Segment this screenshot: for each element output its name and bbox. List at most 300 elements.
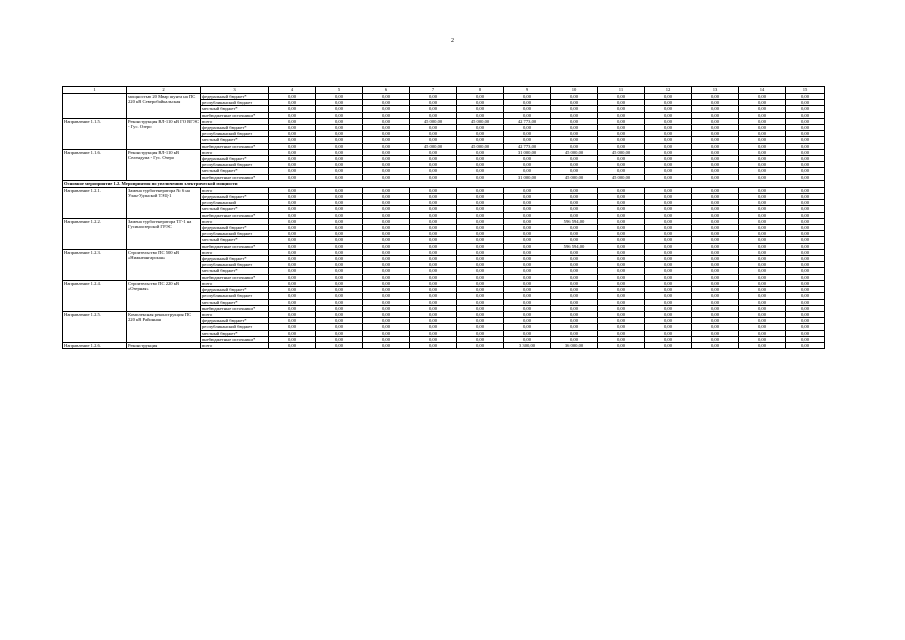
funding-source: всего: [201, 149, 269, 155]
amount-cell: 0,00: [316, 149, 363, 155]
amount-cell: 45 000,00: [457, 118, 504, 124]
amount-cell: 0,00: [786, 131, 825, 137]
amount-cell: 0,00: [457, 305, 504, 311]
funding-source: всего: [201, 342, 269, 348]
amount-cell: 0,00: [316, 299, 363, 305]
amount-cell: 0,00: [786, 218, 825, 224]
amount-cell: 0,00: [551, 200, 598, 206]
amount-cell: 0,00: [598, 200, 645, 206]
funding-source: всего: [201, 218, 269, 224]
amount-cell: 0,00: [269, 262, 316, 268]
amount-cell: 0,00: [739, 94, 786, 100]
amount-cell: 0,00: [786, 149, 825, 155]
funding-source: местный бюджет*: [201, 137, 269, 143]
direction-number: Направление 1.2.6.: [63, 342, 127, 348]
amount-cell: 0,00: [739, 262, 786, 268]
section-row: [63, 180, 825, 187]
amount-cell: 0,00: [269, 162, 316, 168]
amount-cell: 0,00: [269, 106, 316, 112]
amount-cell: 0,00: [551, 143, 598, 149]
amount-cell: 0,00: [316, 336, 363, 342]
amount-cell: 0,00: [504, 194, 551, 200]
amount-cell: 0,00: [457, 218, 504, 224]
funding-source: внебюджетные источники*: [201, 274, 269, 280]
amount-cell: 0,00: [316, 131, 363, 137]
amount-cell: 0,00: [551, 256, 598, 262]
amount-cell: 0,00: [269, 243, 316, 249]
amount-cell: 0,00: [739, 156, 786, 162]
amount-cell: 0,00: [363, 299, 410, 305]
amount-cell: 0,00: [786, 231, 825, 237]
funding-source: местный бюджет*: [201, 206, 269, 212]
amount-cell: 0,00: [363, 125, 410, 131]
amount-cell: 0,00: [410, 206, 457, 212]
amount-cell: 0,00: [316, 187, 363, 193]
amount-cell: 0,00: [269, 200, 316, 206]
amount-cell: 0,00: [598, 243, 645, 249]
amount-cell: 0,00: [692, 274, 739, 280]
amount-cell: 0,00: [504, 125, 551, 131]
amount-cell: 0,00: [316, 100, 363, 106]
amount-cell: 0,00: [692, 280, 739, 286]
direction-description: Реконструкция ВЛ-110 кВ Селендума - Гус. Озеро: [127, 149, 201, 180]
amount-cell: 0,00: [457, 100, 504, 106]
amount-cell: 0,00: [645, 256, 692, 262]
amount-cell: 0,00: [316, 156, 363, 162]
amount-cell: 0,00: [739, 162, 786, 168]
amount-cell: 0,00: [316, 143, 363, 149]
amount-cell: 0,00: [786, 330, 825, 336]
amount-cell: 0,00: [645, 305, 692, 311]
amount-cell: 0,00: [692, 206, 739, 212]
amount-cell: 0,00: [457, 256, 504, 262]
amount-cell: 0,00: [410, 112, 457, 118]
amount-cell: 0,00: [598, 268, 645, 274]
funding-source: внебюджетные источники*: [201, 174, 269, 180]
amount-cell: 0,00: [457, 206, 504, 212]
amount-cell: 0,00: [739, 256, 786, 262]
amount-cell: 0,00: [551, 194, 598, 200]
amount-cell: 0,00: [269, 311, 316, 317]
amount-cell: 0,00: [410, 218, 457, 224]
amount-cell: 0,00: [504, 243, 551, 249]
amount-cell: 0,00: [504, 324, 551, 330]
amount-cell: 0,00: [410, 100, 457, 106]
amount-cell: 0,00: [504, 131, 551, 137]
amount-cell: 0,00: [786, 187, 825, 193]
amount-cell: 0,00: [504, 231, 551, 237]
amount-cell: 0,00: [504, 318, 551, 324]
amount-cell: 0,00: [551, 156, 598, 162]
amount-cell: 0,00: [363, 94, 410, 100]
amount-cell: 0,00: [786, 299, 825, 305]
amount-cell: 0,00: [786, 342, 825, 348]
amount-cell: 0,00: [786, 280, 825, 286]
amount-cell: 0,00: [598, 274, 645, 280]
amount-cell: 0,00: [598, 118, 645, 124]
amount-cell: 0,00: [457, 342, 504, 348]
amount-cell: 0,00: [645, 299, 692, 305]
amount-cell: 0,00: [363, 256, 410, 262]
amount-cell: 0,00: [363, 194, 410, 200]
amount-cell: 0,00: [551, 287, 598, 293]
amount-cell: 0,00: [645, 324, 692, 330]
funding-source: федеральный бюджет*: [201, 94, 269, 100]
amount-cell: 0,00: [269, 94, 316, 100]
amount-cell: 0,00: [316, 106, 363, 112]
amount-cell: 0,00: [692, 156, 739, 162]
amount-cell: 0,00: [410, 249, 457, 255]
amount-cell: 0,00: [269, 336, 316, 342]
amount-cell: 0,00: [598, 249, 645, 255]
amount-cell: 0,00: [269, 194, 316, 200]
direction-description: мощностью 20 Мвар шунта на ПС 220 кВ Северобайкальская: [127, 94, 201, 119]
amount-cell: 0,00: [551, 268, 598, 274]
amount-cell: 0,00: [692, 162, 739, 168]
amount-cell: 0,00: [457, 318, 504, 324]
amount-cell: 0,00: [692, 311, 739, 317]
amount-cell: 42 773,00: [504, 118, 551, 124]
amount-cell: 0,00: [645, 168, 692, 174]
column-number-cell: 11: [598, 87, 645, 94]
amount-cell: 0,00: [598, 324, 645, 330]
amount-cell: 0,00: [598, 194, 645, 200]
amount-cell: 0,00: [551, 94, 598, 100]
amount-cell: 0,00: [786, 162, 825, 168]
funding-source: федеральный бюджет*: [201, 125, 269, 131]
amount-cell: 0,00: [504, 225, 551, 231]
amount-cell: 0,00: [363, 112, 410, 118]
funding-source: внебюджетные источники*: [201, 305, 269, 311]
amount-cell: 0,00: [269, 237, 316, 243]
amount-cell: 0,00: [504, 262, 551, 268]
amount-cell: 0,00: [551, 225, 598, 231]
amount-cell: 0,00: [410, 194, 457, 200]
amount-cell: 0,00: [316, 118, 363, 124]
amount-cell: 0,00: [786, 118, 825, 124]
amount-cell: 45 000,00: [551, 174, 598, 180]
amount-cell: 0,00: [457, 336, 504, 342]
amount-cell: 0,00: [645, 162, 692, 168]
amount-cell: 0,00: [457, 137, 504, 143]
amount-cell: 0,00: [316, 262, 363, 268]
amount-cell: 0,00: [316, 274, 363, 280]
amount-cell: 0,00: [504, 218, 551, 224]
amount-cell: 0,00: [269, 231, 316, 237]
funding-source: внебюджетные источники*: [201, 336, 269, 342]
amount-cell: 0,00: [410, 262, 457, 268]
amount-cell: 0,00: [316, 174, 363, 180]
amount-cell: 0,00: [692, 342, 739, 348]
amount-cell: 0,00: [692, 131, 739, 137]
amount-cell: 0,00: [598, 112, 645, 118]
amount-cell: 0,00: [410, 268, 457, 274]
amount-cell: 0,00: [504, 137, 551, 143]
amount-cell: 0,00: [645, 342, 692, 348]
amount-cell: 0,00: [316, 318, 363, 324]
amount-cell: 0,00: [692, 218, 739, 224]
amount-cell: 0,00: [645, 287, 692, 293]
amount-cell: 0,00: [598, 162, 645, 168]
amount-cell: 0,00: [269, 112, 316, 118]
amount-cell: 0,00: [739, 324, 786, 330]
amount-cell: 0,00: [551, 311, 598, 317]
amount-cell: 0,00: [551, 137, 598, 143]
amount-cell: 0,00: [316, 342, 363, 348]
direction-number: Направление 1.2.4.: [63, 280, 127, 311]
amount-cell: 0,00: [316, 305, 363, 311]
funding-source: всего: [201, 187, 269, 193]
amount-cell: 0,00: [363, 143, 410, 149]
column-number-cell: 7: [410, 87, 457, 94]
amount-cell: 0,00: [410, 299, 457, 305]
amount-cell: 0,00: [504, 268, 551, 274]
column-number-cell: 1: [63, 87, 127, 94]
amount-cell: 0,00: [504, 330, 551, 336]
funding-source: местный бюджет*: [201, 268, 269, 274]
amount-cell: 0,00: [786, 318, 825, 324]
amount-cell: 0,00: [363, 330, 410, 336]
amount-cell: 0,00: [786, 200, 825, 206]
amount-cell: 0,00: [316, 212, 363, 218]
amount-cell: 0,00: [645, 268, 692, 274]
amount-cell: 0,00: [504, 187, 551, 193]
amount-cell: 0,00: [316, 225, 363, 231]
amount-cell: 0,00: [598, 106, 645, 112]
amount-cell: 0,00: [786, 143, 825, 149]
amount-cell: 0,00: [786, 125, 825, 131]
amount-cell: 0,00: [410, 330, 457, 336]
amount-cell: 0,00: [692, 137, 739, 143]
amount-cell: 0,00: [645, 262, 692, 268]
amount-cell: 0,00: [739, 225, 786, 231]
funding-source: республиканский бюджет: [201, 100, 269, 106]
amount-cell: 0,00: [504, 274, 551, 280]
amount-cell: 0,00: [269, 318, 316, 324]
amount-cell: 0,00: [269, 299, 316, 305]
amount-cell: 0,00: [269, 118, 316, 124]
amount-cell: 0,00: [692, 237, 739, 243]
amount-cell: 0,00: [363, 274, 410, 280]
amount-cell: 0,00: [410, 225, 457, 231]
funding-source: республиканский бюджет: [201, 231, 269, 237]
amount-cell: 0,00: [692, 187, 739, 193]
amount-cell: 0,00: [551, 168, 598, 174]
column-number-cell: 2: [127, 87, 201, 94]
amount-cell: 0,00: [363, 212, 410, 218]
amount-cell: 0,00: [269, 156, 316, 162]
amount-cell: 0,00: [598, 237, 645, 243]
funding-source: внебюджетные источники*: [201, 143, 269, 149]
direction-number: Направление 1.1.5.: [63, 118, 127, 149]
funding-source: местный бюджет*: [201, 237, 269, 243]
amount-cell: 0,00: [363, 168, 410, 174]
amount-cell: 0,00: [786, 268, 825, 274]
amount-cell: 0,00: [316, 231, 363, 237]
amount-cell: 0,00: [504, 112, 551, 118]
amount-cell: 0,00: [739, 212, 786, 218]
amount-cell: 0,00: [598, 311, 645, 317]
amount-cell: 0,00: [457, 156, 504, 162]
amount-cell: 0,00: [363, 137, 410, 143]
amount-cell: 0,00: [363, 206, 410, 212]
amount-cell: 0,00: [786, 336, 825, 342]
amount-cell: 596 594,00: [551, 243, 598, 249]
amount-cell: 0,00: [645, 330, 692, 336]
amount-cell: 0,00: [598, 256, 645, 262]
amount-cell: 0,00: [598, 137, 645, 143]
amount-cell: 0,00: [645, 118, 692, 124]
amount-cell: 0,00: [269, 212, 316, 218]
direction-description: Замена турбогенератора ТГ-1 на Гусиноозерской ГРЭС: [127, 218, 201, 249]
amount-cell: 0,00: [457, 94, 504, 100]
funding-source: местный бюджет*: [201, 106, 269, 112]
amount-cell: 0,00: [692, 100, 739, 106]
amount-cell: 0,00: [598, 262, 645, 268]
column-number-row: [63, 87, 825, 94]
amount-cell: 0,00: [457, 274, 504, 280]
direction-description: Строительство ПС 220 кВ «Озерная»: [127, 280, 201, 311]
amount-cell: 0,00: [645, 231, 692, 237]
amount-cell: 0,00: [363, 231, 410, 237]
amount-cell: 0,00: [410, 237, 457, 243]
amount-cell: 0,00: [316, 137, 363, 143]
amount-cell: 36 000,00: [551, 342, 598, 348]
amount-cell: 0,00: [363, 336, 410, 342]
amount-cell: 0,00: [645, 336, 692, 342]
amount-cell: 3 300,00: [504, 342, 551, 348]
amount-cell: 0,00: [692, 287, 739, 293]
column-number-cell: 6: [363, 87, 410, 94]
amount-cell: 0,00: [363, 311, 410, 317]
amount-cell: 0,00: [551, 162, 598, 168]
amount-cell: 0,00: [645, 206, 692, 212]
amount-cell: 0,00: [269, 268, 316, 274]
amount-cell: 0,00: [410, 137, 457, 143]
amount-cell: 0,00: [316, 280, 363, 286]
amount-cell: 0,00: [363, 106, 410, 112]
amount-cell: 0,00: [645, 243, 692, 249]
column-number-cell: 9: [504, 87, 551, 94]
amount-cell: 0,00: [363, 131, 410, 137]
amount-cell: 0,00: [598, 212, 645, 218]
amount-cell: 0,00: [786, 287, 825, 293]
amount-cell: 0,00: [457, 311, 504, 317]
amount-cell: 0,00: [316, 256, 363, 262]
amount-cell: 0,00: [269, 206, 316, 212]
amount-cell: 0,00: [739, 305, 786, 311]
amount-cell: 0,00: [410, 131, 457, 137]
amount-cell: 0,00: [598, 318, 645, 324]
amount-cell: 0,00: [786, 293, 825, 299]
amount-cell: 0,00: [645, 156, 692, 162]
amount-cell: 0,00: [786, 237, 825, 243]
amount-cell: 0,00: [316, 268, 363, 274]
amount-cell: 0,00: [786, 256, 825, 262]
amount-cell: 0,00: [645, 237, 692, 243]
amount-cell: 0,00: [316, 330, 363, 336]
amount-cell: 0,00: [645, 106, 692, 112]
amount-cell: 0,00: [739, 342, 786, 348]
amount-cell: 31 000,00: [504, 149, 551, 155]
amount-cell: 0,00: [739, 237, 786, 243]
funding-source: внебюджетные источники*: [201, 112, 269, 118]
column-number-cell: 3: [201, 87, 269, 94]
amount-cell: 0,00: [692, 149, 739, 155]
amount-cell: 0,00: [692, 293, 739, 299]
amount-cell: 0,00: [316, 218, 363, 224]
amount-cell: 0,00: [739, 118, 786, 124]
column-number-cell: 4: [269, 87, 316, 94]
amount-cell: 0,00: [457, 330, 504, 336]
amount-cell: 0,00: [645, 311, 692, 317]
amount-cell: 0,00: [739, 206, 786, 212]
amount-cell: 0,00: [504, 305, 551, 311]
amount-cell: 0,00: [598, 218, 645, 224]
amount-cell: 0,00: [692, 318, 739, 324]
amount-cell: 0,00: [316, 243, 363, 249]
amount-cell: 0,00: [786, 106, 825, 112]
amount-cell: 0,00: [786, 174, 825, 180]
amount-cell: 0,00: [410, 187, 457, 193]
amount-cell: 0,00: [551, 330, 598, 336]
amount-cell: 0,00: [551, 212, 598, 218]
amount-cell: 0,00: [551, 106, 598, 112]
amount-cell: 0,00: [692, 106, 739, 112]
amount-cell: 0,00: [410, 305, 457, 311]
amount-cell: 0,00: [739, 131, 786, 137]
amount-cell: 0,00: [551, 118, 598, 124]
amount-cell: 0,00: [645, 174, 692, 180]
amount-cell: 0,00: [363, 324, 410, 330]
amount-cell: 0,00: [692, 112, 739, 118]
amount-cell: 0,00: [551, 293, 598, 299]
amount-cell: 0,00: [410, 311, 457, 317]
amount-cell: 0,00: [739, 174, 786, 180]
amount-cell: 0,00: [269, 187, 316, 193]
amount-cell: 0,00: [551, 262, 598, 268]
funding-source: республиканский бюджет: [201, 324, 269, 330]
amount-cell: 0,00: [598, 100, 645, 106]
amount-cell: 0,00: [504, 168, 551, 174]
amount-cell: 0,00: [551, 100, 598, 106]
column-number-cell: 10: [551, 87, 598, 94]
amount-cell: 596 594,00: [551, 218, 598, 224]
amount-cell: 0,00: [645, 218, 692, 224]
amount-cell: 0,00: [739, 125, 786, 131]
amount-cell: 0,00: [786, 206, 825, 212]
amount-cell: 0,00: [457, 268, 504, 274]
amount-cell: 0,00: [504, 249, 551, 255]
amount-cell: 0,00: [410, 125, 457, 131]
amount-cell: 45 000,00: [598, 174, 645, 180]
amount-cell: 0,00: [551, 237, 598, 243]
amount-cell: 0,00: [645, 100, 692, 106]
funding-source: федеральный бюджет*: [201, 318, 269, 324]
amount-cell: 0,00: [786, 249, 825, 255]
amount-cell: 0,00: [363, 342, 410, 348]
amount-cell: 0,00: [692, 225, 739, 231]
amount-cell: 0,00: [598, 168, 645, 174]
amount-cell: 0,00: [551, 206, 598, 212]
amount-cell: 0,00: [269, 225, 316, 231]
amount-cell: 0,00: [457, 280, 504, 286]
amount-cell: 0,00: [786, 168, 825, 174]
amount-cell: 0,00: [551, 187, 598, 193]
amount-cell: 0,00: [504, 293, 551, 299]
amount-cell: 0,00: [504, 287, 551, 293]
amount-cell: 45 000,00: [410, 118, 457, 124]
